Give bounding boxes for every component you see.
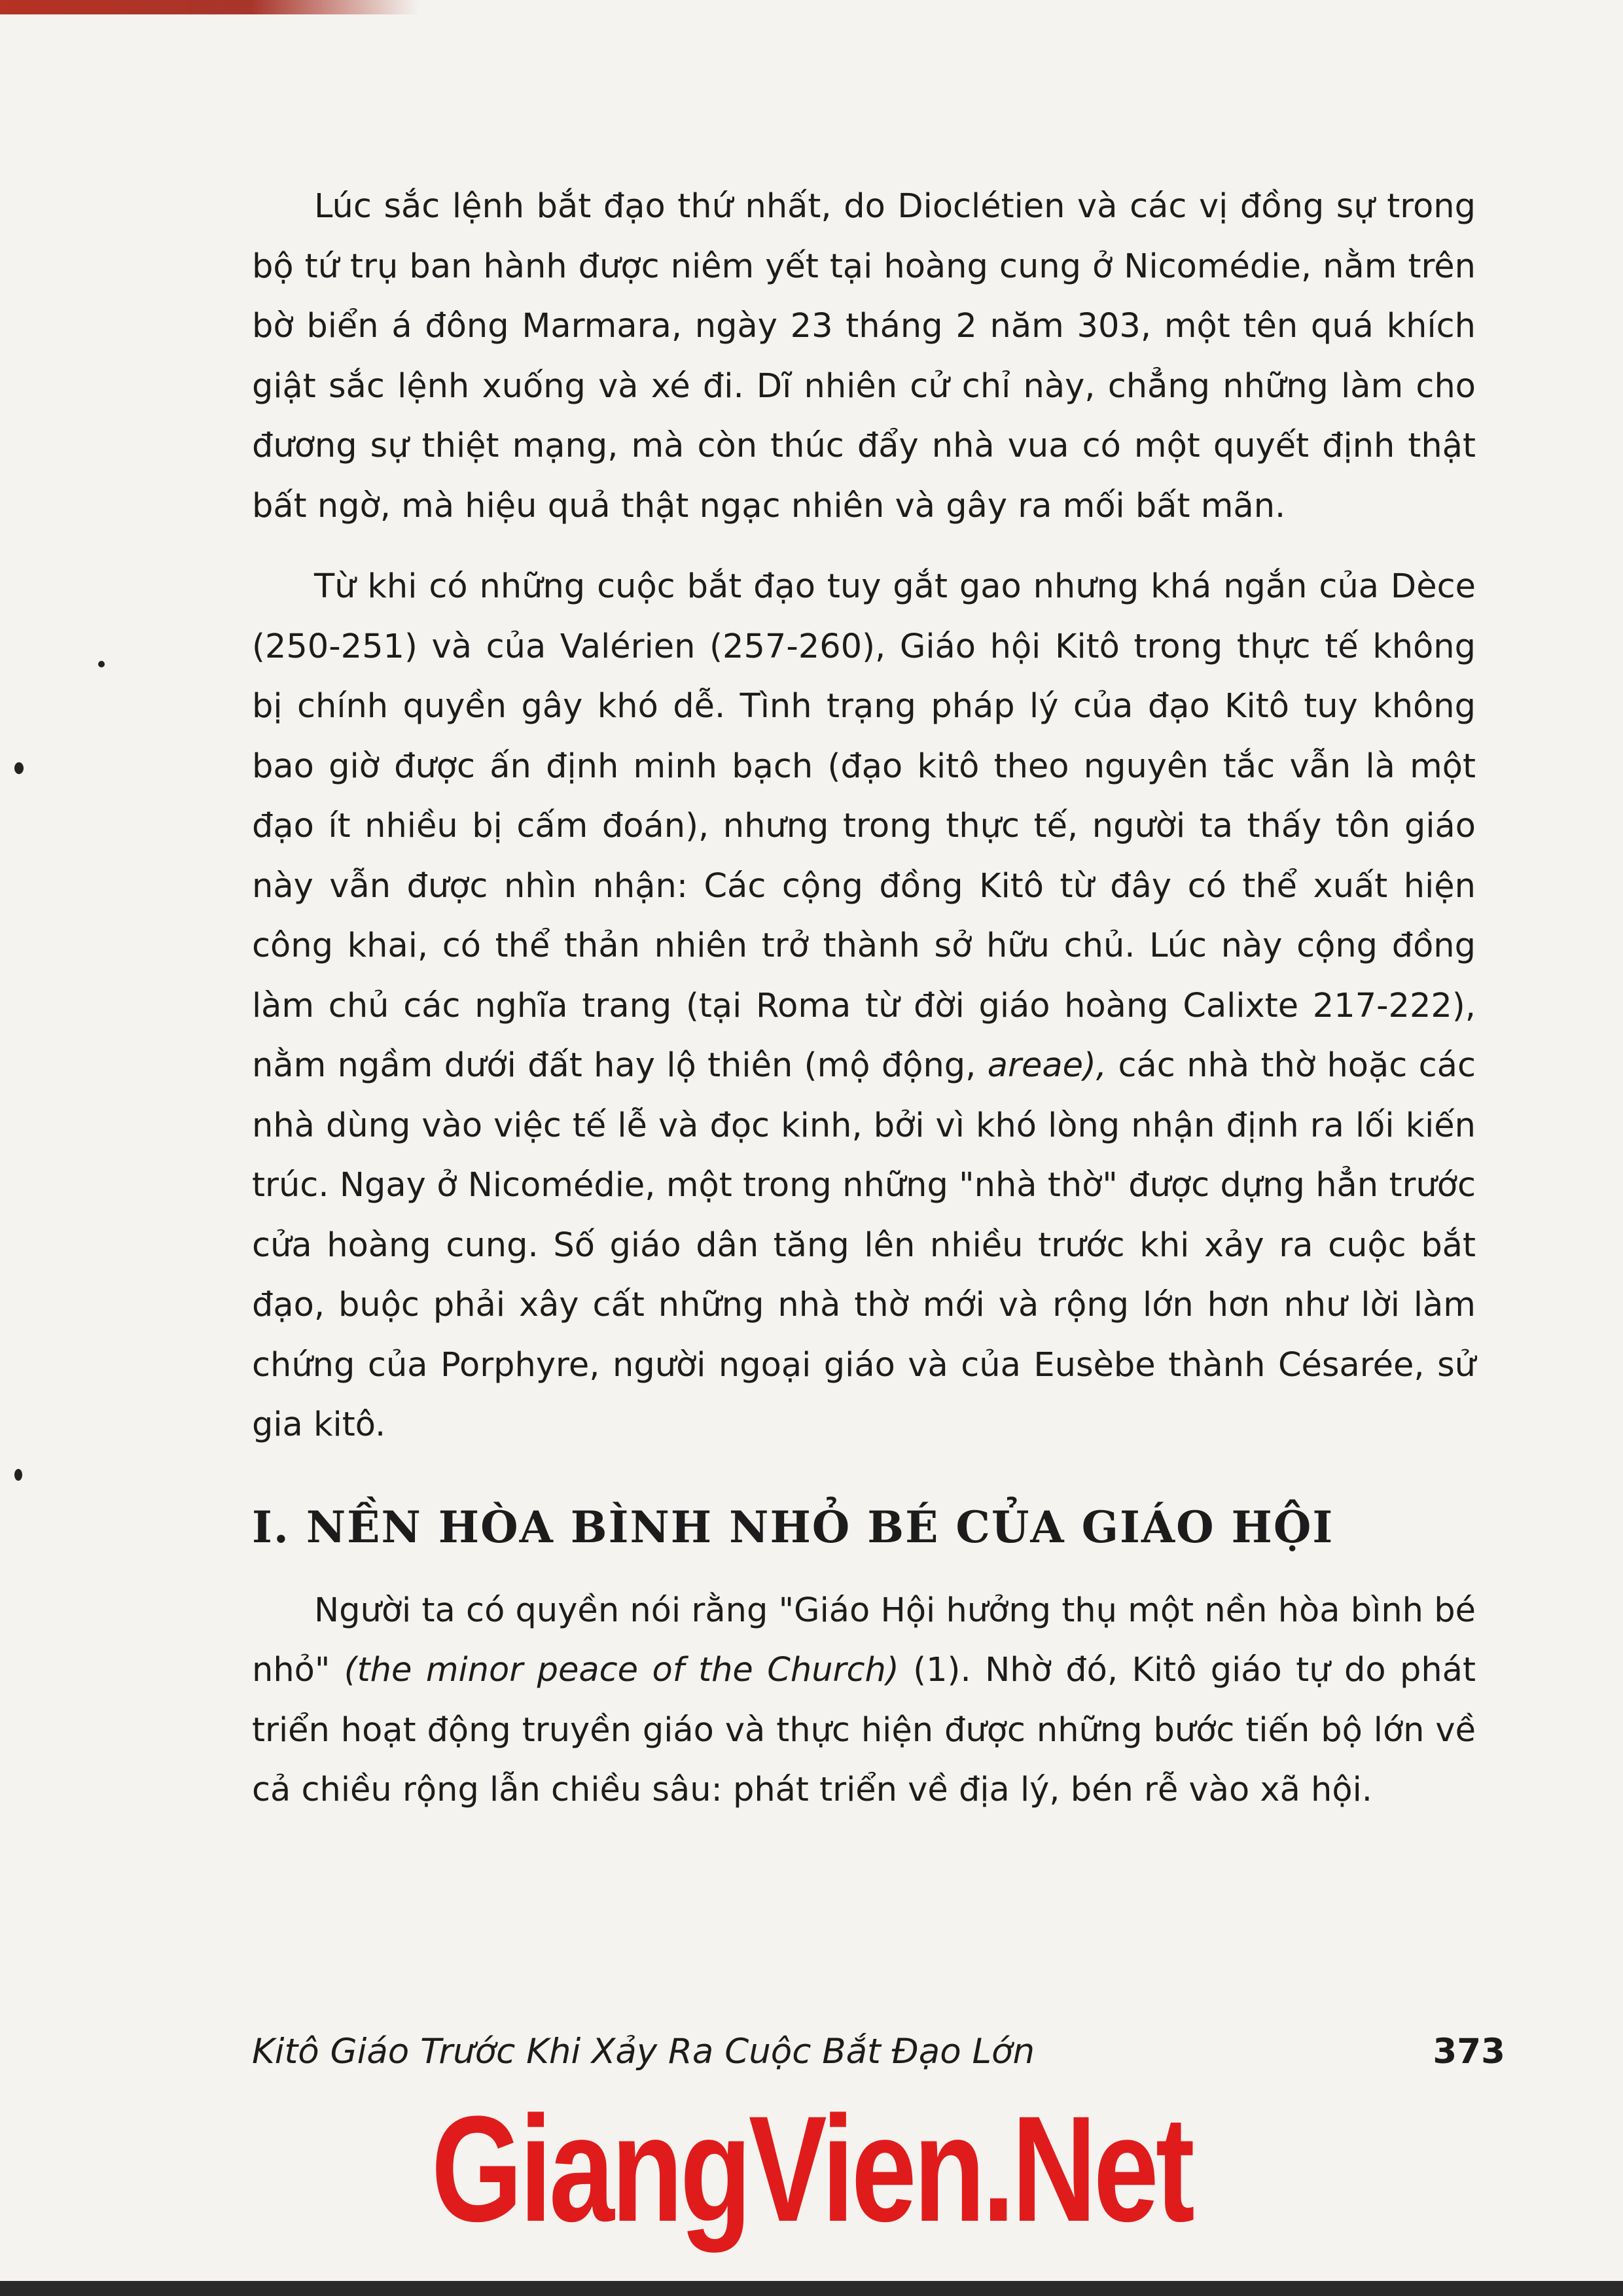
section-heading: I. NỀN HÒA BÌNH NHỎ BÉ CỦA GIÁO HỘI — [252, 1501, 1334, 1553]
page-number: 373 — [1433, 2032, 1505, 2072]
page-top-edge — [0, 0, 419, 14]
page-body — [252, 177, 1476, 1820]
running-title: Kitô Giáo Trước Khi Xảy Ra Cuộc Bắt Đạo Lớn — [252, 2032, 1035, 2072]
page-bottom-edge — [0, 2281, 1623, 2296]
paragraph-text: Từ khi có những cuộc bắt đạo tuy gắt gao nhưng khá ngắn của Dèce (250-251) và của Valérien (257-260), Giáo hội Kitô trong thực tế không bị chính quyền gây khó dễ. Tình trạng pháp lý của đạo Kitô tuy không bao giờ được ấn định minh bạch (đạo kitô theo nguyên tắc vẫn là một đạo ít nhiều bị cấm đoán), nhưng trong thực tế, người ta thấy tôn giáo này vẫn được nhìn nhận: Các cộng đồng Kitô từ đây có thể xuất hiện công khai, có thể thản nhiên trở thành sở hữu chủ. Lúc này cộng đồng làm chủ các nghĩa trang (tại Roma từ đời giáo hoàng Calixte 217-222), nằm ngầm dưới đất hay lộ thiên (mộ động, — [252, 567, 1476, 1085]
paragraph-persecution — [252, 557, 1476, 1455]
paragraph-text: các nhà thờ hoặc các nhà dùng vào việc tế lễ và đọc kinh, bởi vì khó lòng nhận định ra lối kiến trúc. Ngay ở Nicomédie, một trong những "nhà thờ" được dựng hẳn trước cửa hoàng cung. Số giáo dân tăng lên nhiều trước khi xảy ra cuộc bắt đạo, buộc phải xây cất những nhà thờ mới và rộng lớn hơn như lời làm chứng của Porphyre, người ngoại giáo và của Eusèbe thành Césarée, sử gia kitô. — [252, 1046, 1476, 1444]
scan-speck — [98, 661, 105, 667]
watermark-logo: GiangVien.Net — [431, 2085, 1192, 2253]
paragraph-minor-peace — [252, 1581, 1476, 1820]
page-footer — [252, 2032, 1505, 2084]
scan-speck — [14, 1469, 22, 1481]
paragraph-emphasis: (the minor peace of the Church) — [344, 1651, 899, 1689]
paragraph-emphasis: areae), — [987, 1046, 1107, 1085]
paragraph-edict: Lúc sắc lệnh bắt đạo thứ nhất, do Dioclétien và các vị đồng sự trong bộ tứ trụ ban hành được niêm yết tại hoàng cung ở Nicomédie, nằm trên bờ biển á đông Marmara, ngày 23 tháng 2 năm 303, một tên quá khích giật sắc lệnh xuống và xé đi. Dĩ nhiên cử chỉ này, chẳng những làm cho đương sự thiệt mạng, mà còn thúc đẩy nhà vua có một quyết định thật bất ngờ, mà hiệu quả thật ngạc nhiên và gây ra mối bất mãn. — [252, 187, 1476, 525]
paragraph-text: (1). Nhờ đó, Kitô giáo tự do phát triển hoạt động truyền giáo và thực hiện được những bước tiến bộ lớn về cả chiều rộng lẫn chiều sâu: phát triển về địa lý, bén rễ vào xã hội. — [252, 1651, 1476, 1809]
scan-speck — [14, 762, 24, 774]
paragraph-text: Người ta có quyền nói rằng "Giáo Hội hưởng thụ một nền hòa bình bé nhỏ" — [252, 1591, 1476, 1689]
